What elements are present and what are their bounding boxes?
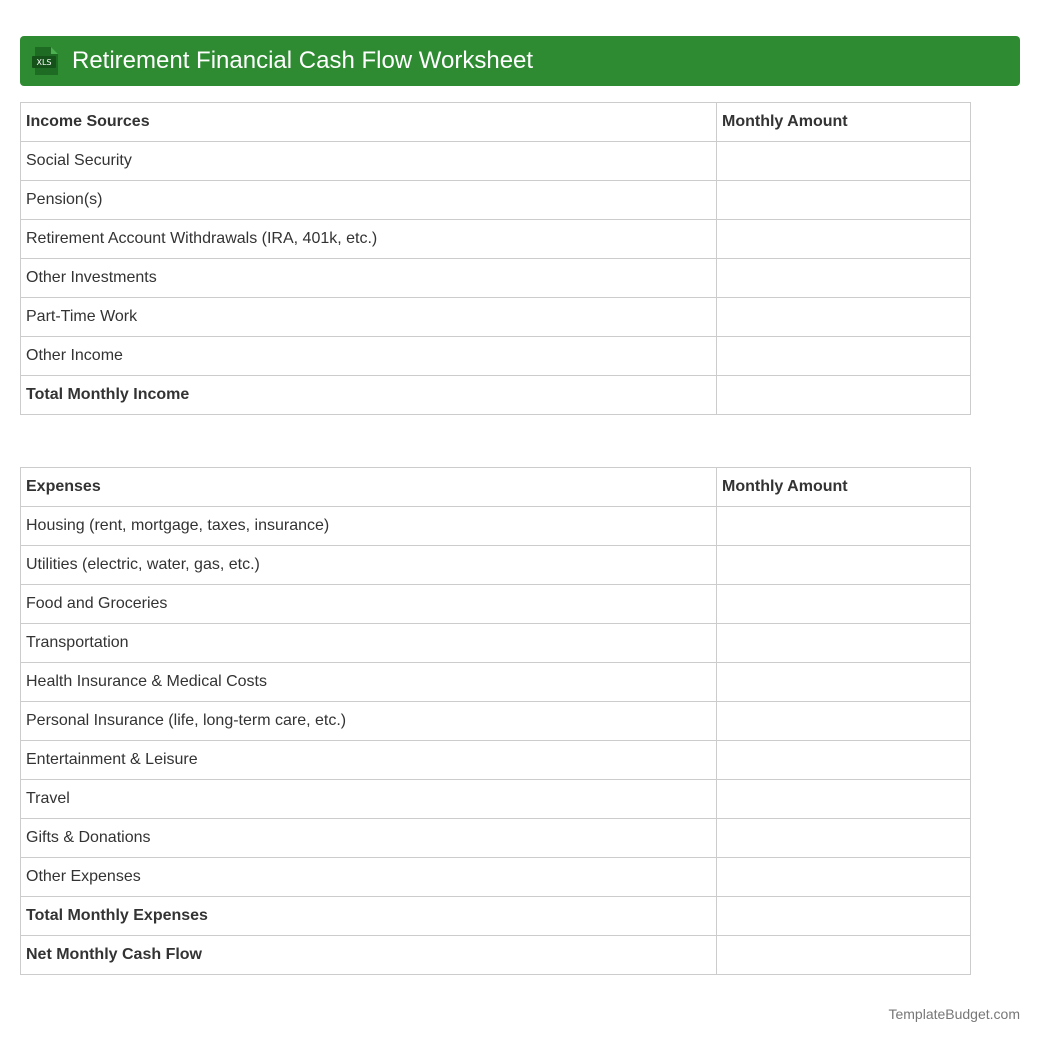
table-row xyxy=(21,507,971,546)
income-sources-header: Income Sources xyxy=(21,103,717,142)
income-amount-cell[interactable] xyxy=(717,220,971,259)
income-amount-cell[interactable] xyxy=(717,142,971,181)
expense-amount-cell[interactable] xyxy=(717,585,971,624)
table-row xyxy=(21,858,971,897)
income-amount-cell[interactable] xyxy=(717,337,971,376)
net-monthly-cash-flow-cell[interactable] xyxy=(717,936,971,975)
income-table xyxy=(20,102,971,415)
table-row xyxy=(21,337,971,376)
expense-label-entertainment: Entertainment & Leisure xyxy=(21,741,717,780)
expense-label-housing: Housing (rent, mortgage, taxes, insurance) xyxy=(21,507,717,546)
table-row xyxy=(21,702,971,741)
table-row xyxy=(21,663,971,702)
expense-amount-cell[interactable] xyxy=(717,507,971,546)
total-monthly-income-cell[interactable] xyxy=(717,376,971,415)
income-total-row xyxy=(21,376,971,415)
expense-amount-cell[interactable] xyxy=(717,819,971,858)
expense-amount-cell[interactable] xyxy=(717,780,971,819)
expense-label-transportation: Transportation xyxy=(21,624,717,663)
table-row xyxy=(21,298,971,337)
xls-file-icon xyxy=(32,46,60,76)
table-row xyxy=(21,181,971,220)
table-row xyxy=(21,546,971,585)
expense-label-utilities: Utilities (electric, water, gas, etc.) xyxy=(21,546,717,585)
table-row xyxy=(21,741,971,780)
income-label-other-investments: Other Investments xyxy=(21,259,717,298)
income-label-social-security: Social Security xyxy=(21,142,717,181)
expense-amount-cell[interactable] xyxy=(717,663,971,702)
income-amount-cell[interactable] xyxy=(717,181,971,220)
expense-amount-cell[interactable] xyxy=(717,858,971,897)
expense-label-gifts-donations: Gifts & Donations xyxy=(21,819,717,858)
expense-label-food-groceries: Food and Groceries xyxy=(21,585,717,624)
income-label-part-time-work: Part-Time Work xyxy=(21,298,717,337)
table-row xyxy=(21,142,971,181)
expense-label-travel: Travel xyxy=(21,780,717,819)
expenses-header: Expenses xyxy=(21,468,717,507)
expense-header-row xyxy=(21,468,971,507)
table-row xyxy=(21,780,971,819)
income-amount-cell[interactable] xyxy=(717,298,971,337)
expense-amount-cell[interactable] xyxy=(717,624,971,663)
net-monthly-cash-flow-label: Net Monthly Cash Flow xyxy=(21,936,717,975)
total-monthly-expenses-label: Total Monthly Expenses xyxy=(21,897,717,936)
income-header-row xyxy=(21,103,971,142)
expense-amount-cell[interactable] xyxy=(717,546,971,585)
expense-amount-header: Monthly Amount xyxy=(717,468,971,507)
table-row xyxy=(21,220,971,259)
page-title: Retirement Financial Cash Flow Worksheet xyxy=(72,47,534,74)
expense-label-health-insurance: Health Insurance & Medical Costs xyxy=(21,663,717,702)
table-row xyxy=(21,585,971,624)
income-amount-header: Monthly Amount xyxy=(717,103,971,142)
income-label-pensions: Pension(s) xyxy=(21,181,717,220)
income-amount-cell[interactable] xyxy=(717,259,971,298)
total-monthly-expenses-cell[interactable] xyxy=(717,897,971,936)
expense-label-other-expenses: Other Expenses xyxy=(21,858,717,897)
expense-amount-cell[interactable] xyxy=(717,741,971,780)
income-label-retirement-withdrawals: Retirement Account Withdrawals (IRA, 401k, etc.) xyxy=(21,220,717,259)
expense-table xyxy=(20,467,971,975)
expense-total-row xyxy=(21,897,971,936)
table-row xyxy=(21,624,971,663)
net-cash-flow-row xyxy=(21,936,971,975)
xls-icon-label: XLS xyxy=(36,58,52,67)
expense-label-personal-insurance: Personal Insurance (life, long-term care, etc.) xyxy=(21,702,717,741)
total-monthly-income-label: Total Monthly Income xyxy=(21,376,717,415)
header-bar xyxy=(20,36,1020,86)
table-row xyxy=(21,259,971,298)
income-label-other-income: Other Income xyxy=(21,337,717,376)
table-row xyxy=(21,819,971,858)
footer-credit: TemplateBudget.com xyxy=(888,1006,1020,1022)
expense-amount-cell[interactable] xyxy=(717,702,971,741)
